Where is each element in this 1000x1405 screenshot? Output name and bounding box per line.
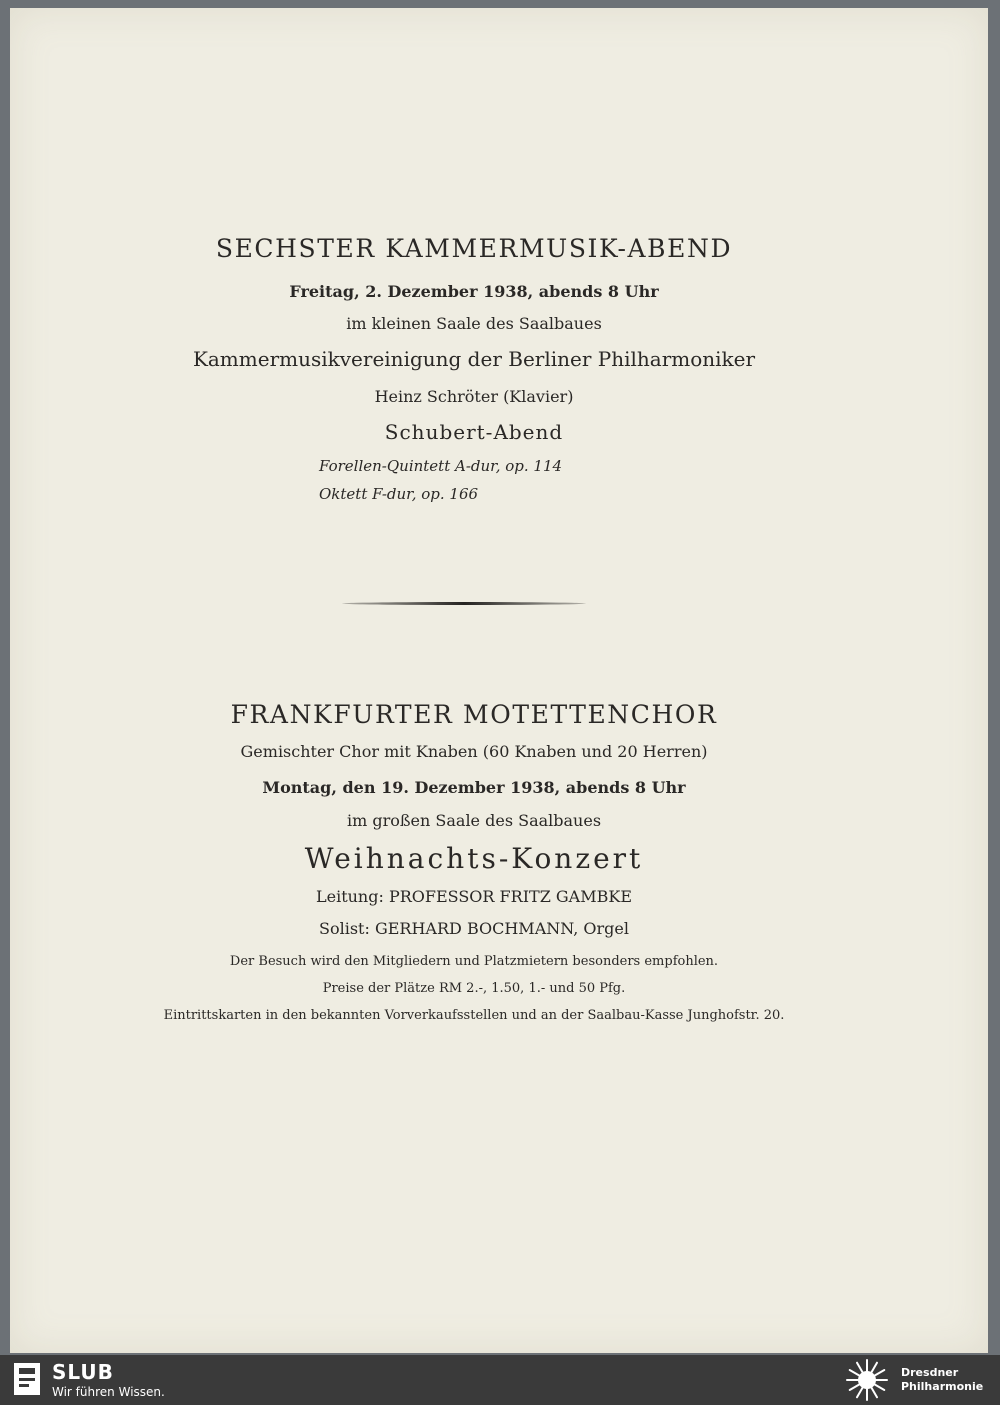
- concert2-prices: Preise der Plätze RM 2.-, 1.50, 1.- und 50 Pfg.: [322, 981, 626, 996]
- concert1-work: Oktett F-dur, op. 166: [319, 485, 479, 503]
- concert2-subtitle: Gemischter Chor mit Knaben (60 Knaben und 20 Herren): [240, 742, 708, 761]
- concert1-date: Freitag, 2. Dezember 1938, abends 8 Uhr: [289, 282, 659, 301]
- section-divider: [342, 602, 586, 605]
- concert1-venue: im kleinen Saale des Saalbaues: [346, 314, 602, 333]
- concert1-title: SECHSTER KAMMERMUSIK-ABEND: [215, 234, 733, 263]
- slub-logo-icon: [12, 1359, 42, 1399]
- concert2-title: FRANKFURTER MOTETTENCHOR: [230, 700, 718, 729]
- philharmonie-name-line2: Philharmonie: [901, 1380, 984, 1393]
- philharmonie-name-line1: Dresdner: [901, 1366, 959, 1379]
- concert2-tickets: Eintrittskarten in den bekannten Vorverkaufsstellen und an der Saalbau-Kasse Junghofstr. 20.: [163, 1008, 785, 1023]
- concert1-program-title: Schubert-Abend: [384, 420, 564, 444]
- viewer-footer: [0, 1355, 1000, 1405]
- concert2-venue: im großen Saale des Saalbaues: [346, 811, 602, 830]
- document-page: [10, 8, 988, 1353]
- concert2-conductor: Leitung: PROFESSOR FRITZ GAMBKE: [315, 887, 633, 906]
- concert2-note: Der Besuch wird den Mitgliedern und Platzmietern besonders empfohlen.: [229, 954, 719, 969]
- concert2-program-title: Weihnachts-Konzert: [304, 842, 644, 875]
- philharmonie-sunburst-icon: [840, 1357, 894, 1403]
- concert1-ensemble: Kammermusikvereinigung der Berliner Philharmoniker: [192, 347, 756, 371]
- philharmonie-name: [901, 1366, 983, 1394]
- slub-name: SLUB: [52, 1360, 114, 1384]
- concert2-date: Montag, den 19. Dezember 1938, abends 8 Uhr: [262, 778, 686, 797]
- concert2-soloist: Solist: GERHARD BOCHMANN, Orgel: [319, 919, 629, 938]
- concert1-work: Forellen-Quintett A-dur, op. 114: [319, 457, 563, 475]
- concert1-soloist: Heinz Schröter (Klavier): [374, 387, 574, 406]
- slub-tagline: Wir führen Wissen.: [52, 1385, 165, 1399]
